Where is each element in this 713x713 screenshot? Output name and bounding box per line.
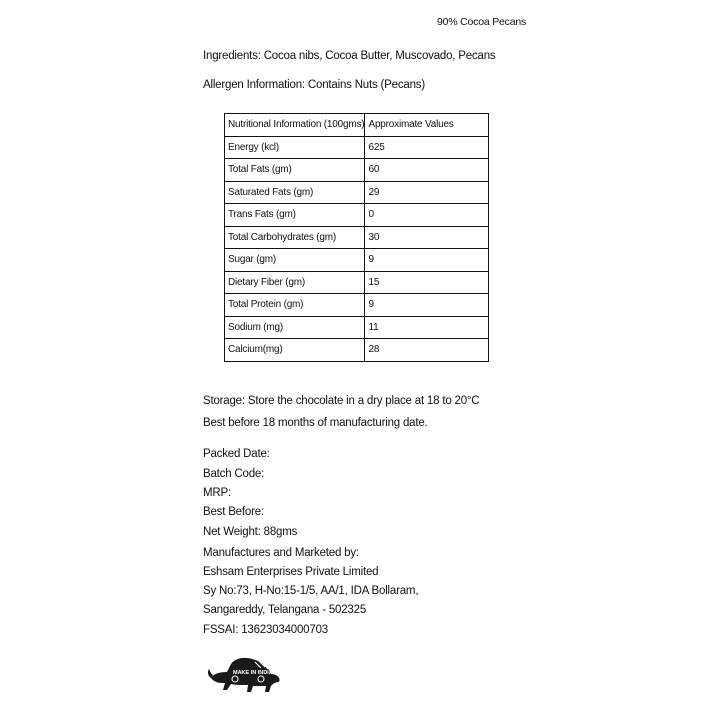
nutrient-name: Sodium (mg) [225, 316, 365, 339]
nutrient-value: 30 [365, 226, 489, 249]
product-title: 90% Cocoa Pecans [437, 16, 527, 28]
nutrient-value: 60 [365, 159, 489, 182]
batch-code-label: Batch Code: [203, 468, 265, 480]
table-row [225, 181, 489, 204]
table-row [225, 271, 489, 294]
table-row [225, 294, 489, 317]
nutrient-name: Saturated Fats (gm) [225, 181, 365, 204]
best-before-note: Best before 18 months of manufacturing date. [203, 417, 428, 429]
address-line-2: Sangareddy, Telangana - 502325 [203, 604, 367, 616]
nutrient-value: 29 [365, 181, 489, 204]
mrp-label: MRP: [203, 487, 231, 499]
nutrient-value: 625 [365, 136, 489, 159]
table-header-row [225, 114, 489, 137]
table-row [225, 316, 489, 339]
nutrient-value: 9 [365, 249, 489, 272]
nutrient-name: Sugar (gm) [225, 249, 365, 272]
best-before-label: Best Before: [203, 506, 264, 518]
nutrient-value: 9 [365, 294, 489, 317]
table-row [225, 204, 489, 227]
fssai-text: FSSAI: 13623034000703 [203, 624, 328, 636]
nutrient-value: 28 [365, 339, 489, 362]
nutrient-name: Dietary Fiber (gm) [225, 271, 365, 294]
ingredients-text: Ingredients: Cocoa nibs, Cocoa Butter, Muscovado, Pecans [203, 50, 496, 62]
table-header-cell: Approximate Values [365, 114, 489, 137]
logo-text: MAKE IN INDIA [233, 670, 273, 676]
packed-date-label: Packed Date: [203, 448, 270, 460]
company-name: Eshsam Enterprises Private Limited [203, 566, 379, 578]
nutrient-name: Trans Fats (gm) [225, 204, 365, 227]
table-row [225, 159, 489, 182]
table-row [225, 339, 489, 362]
manufacturer-heading: Manufactures and Marketed by: [203, 547, 359, 559]
nutrient-value: 11 [365, 316, 489, 339]
table-row [225, 226, 489, 249]
make-in-india-logo [205, 652, 285, 696]
nutrient-value: 15 [365, 271, 489, 294]
nutrition-table [224, 113, 489, 362]
nutrient-name: Total Fats (gm) [225, 159, 365, 182]
nutrient-value: 0 [365, 204, 489, 227]
storage-text: Storage: Store the chocolate in a dry place at 18 to 20°C [203, 395, 480, 407]
nutrient-name: Energy (kcl) [225, 136, 365, 159]
nutrient-name: Calcium(mg) [225, 339, 365, 362]
nutrient-name: Total Protein (gm) [225, 294, 365, 317]
allergen-text: Allergen Information: Contains Nuts (Pecans) [203, 79, 425, 91]
table-row [225, 249, 489, 272]
table-row [225, 136, 489, 159]
address-line-1: Sy No:73, H-No:15-1/5, AA/1, IDA Bollaram, [203, 585, 419, 597]
nutrient-name: Total Carbohydrates (gm) [225, 226, 365, 249]
table-header-cell: Nutritional Information (100gms) [225, 114, 365, 137]
net-weight-text: Net Weight: 88gms [203, 526, 298, 538]
